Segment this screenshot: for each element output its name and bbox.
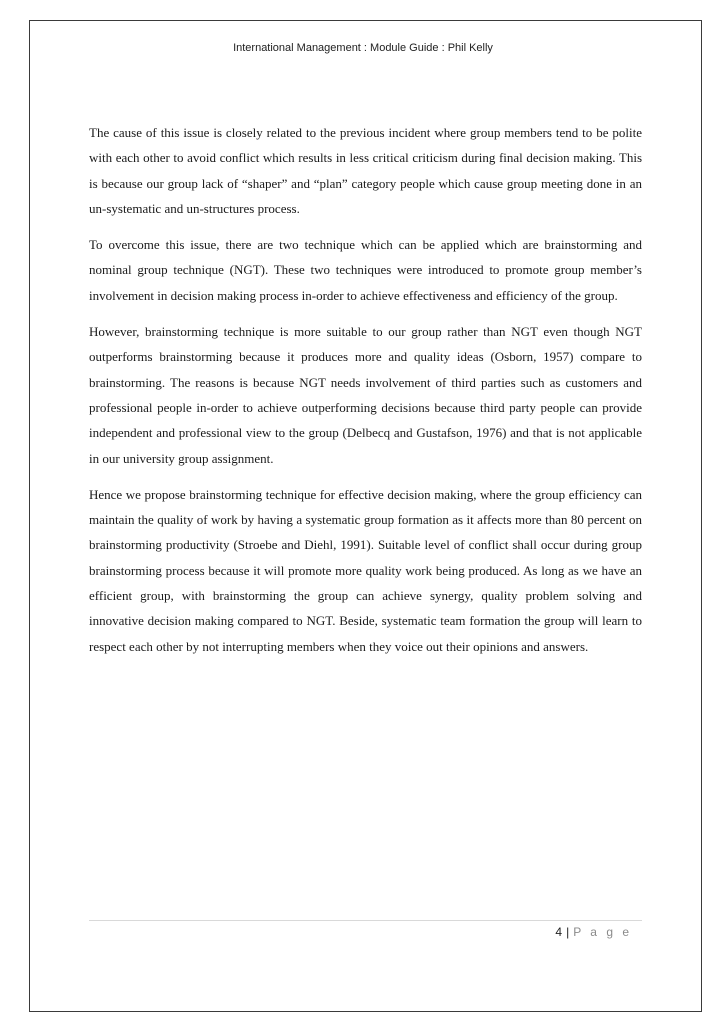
paragraph-3: However, brainstorming technique is more suitable to our group rather than NGT even though NGT outperforms brainstorming because it produces more and quality ideas (Osborn, 1957) compare to brainstorming. The reasons is because NGT needs involvement of third parties such as customers and professional people in-order to achieve outperforming decisions because third party people can provide independent and professional view to the group (Delbecq and Gustafson, 1976) and that is not applicable in our university group assignment.	[89, 324, 642, 466]
footer-divider	[89, 920, 642, 921]
paragraph-2: To overcome this issue, there are two technique which can be applied which are brainstorming and nominal group technique (NGT). These two techniques were introduced to promote group member’s involvement in decision making process in-order to achieve effectiveness and efficiency of the group.	[89, 237, 642, 303]
footer-separator: |	[566, 925, 570, 939]
page-footer	[555, 925, 632, 939]
document-body	[89, 120, 642, 670]
page-label: P a g e	[573, 925, 632, 939]
running-header: International Management : Module Guide : Phil Kelly	[233, 42, 493, 54]
paragraph-4: Hence we propose brainstorming technique for effective decision making, where the group efficiency can maintain the quality of work by having a systematic group formation as it affects more than 80 percent on brainstorming productivity (Stroebe and Diehl, 1991). Suitable level of conflict shall occur during group brainstorming process because it will promote more quality work being produced. As long as we have an efficient group, with brainstorming the group can achieve synergy, quality problem solving and innovative decision making compared to NGT. Beside, systematic team formation the group will learn to respect each other by not interrupting members when they voice out their opinions and answers.	[89, 486, 642, 654]
paragraph-1: The cause of this issue is closely related to the previous incident where group members tend to be polite with each other to avoid conflict which results in less critical criticism during final decision making. This is because our group lack of “shaper” and “plan” category people which cause group meeting done in an un-systematic and un-structures process.	[89, 125, 642, 216]
page-number: 4	[555, 925, 563, 939]
